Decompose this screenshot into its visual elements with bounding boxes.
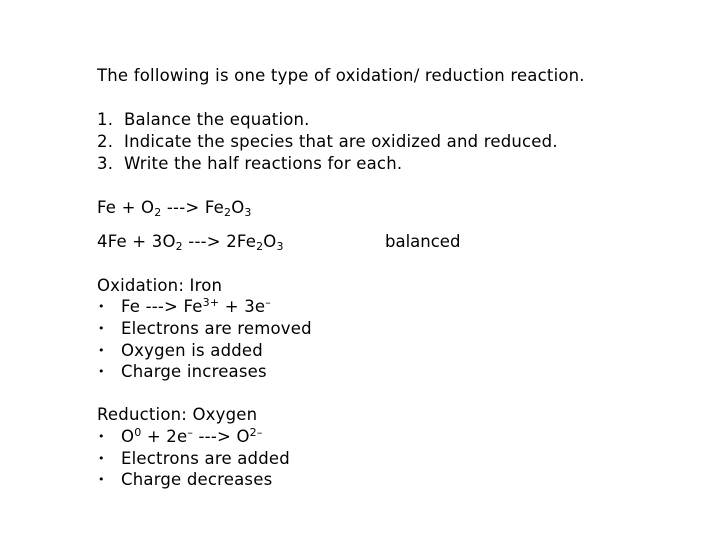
oxidation-item xyxy=(97,362,267,382)
subscript: 3 xyxy=(276,240,284,253)
subscript: 2 xyxy=(175,240,183,253)
intro-text: The following is one type of oxidation/ reduction reaction. xyxy=(97,66,585,85)
superscript: – xyxy=(187,426,194,439)
bullet: • xyxy=(98,300,105,313)
equation-part: + 3e xyxy=(219,297,266,316)
superscript: 0 xyxy=(134,426,142,439)
bullet: • xyxy=(98,365,105,378)
oxidation-item xyxy=(97,341,263,361)
subscript: 2 xyxy=(154,206,162,219)
equation-part: ---> 2Fe xyxy=(182,232,257,251)
balanced-equation xyxy=(97,232,284,252)
oxidation-item xyxy=(97,319,312,339)
item-text: Oxygen is added xyxy=(121,341,263,360)
bullet: • xyxy=(98,452,105,465)
bullet: • xyxy=(98,344,105,357)
superscript: 3+ xyxy=(202,296,220,309)
equation-part: O xyxy=(231,198,245,217)
bullet: • xyxy=(98,473,105,486)
subscript: 2 xyxy=(223,206,232,219)
equation-part: Fe + O xyxy=(97,198,155,217)
step-number: 1. xyxy=(97,110,114,129)
item-text: Charge decreases xyxy=(121,470,273,489)
step-2 xyxy=(97,132,558,152)
step-text: Balance the equation. xyxy=(124,110,310,129)
oxidation-heading: Oxidation: Iron xyxy=(97,276,223,295)
reduction-item xyxy=(97,470,272,490)
step-number: 2. xyxy=(97,132,114,151)
item-text: Electrons are removed xyxy=(121,319,312,338)
item-text: Charge increases xyxy=(121,362,267,381)
step-number: 3. xyxy=(97,154,114,173)
equation-part: ---> Fe xyxy=(161,198,224,217)
step-text: Write the half reactions for each. xyxy=(124,154,403,173)
equation-part: O xyxy=(121,427,135,446)
reduction-heading: Reduction: Oxygen xyxy=(97,405,258,424)
step-1 xyxy=(97,110,310,130)
equation-part: O xyxy=(263,232,277,251)
bullet: • xyxy=(98,322,105,335)
step-text: Indicate the species that are oxidized and reduced. xyxy=(124,132,558,151)
superscript: 2– xyxy=(249,426,263,439)
equation-part: + 2e xyxy=(141,427,188,446)
superscript: – xyxy=(265,296,271,309)
balanced-label: balanced xyxy=(385,232,461,251)
subscript: 3 xyxy=(244,206,252,219)
bullet: • xyxy=(98,430,105,443)
equation-part: ---> O xyxy=(193,427,250,446)
equation-part: 4Fe + 3O xyxy=(97,232,176,251)
oxidation-half-reaction xyxy=(97,297,271,317)
equation-part: Fe ---> Fe xyxy=(121,297,203,316)
reduction-item xyxy=(97,449,290,469)
item-text: Electrons are added xyxy=(121,449,290,468)
subscript: 2 xyxy=(256,240,264,253)
reduction-half-reaction xyxy=(97,427,263,447)
step-3 xyxy=(97,154,402,174)
unbalanced-equation xyxy=(97,198,252,218)
